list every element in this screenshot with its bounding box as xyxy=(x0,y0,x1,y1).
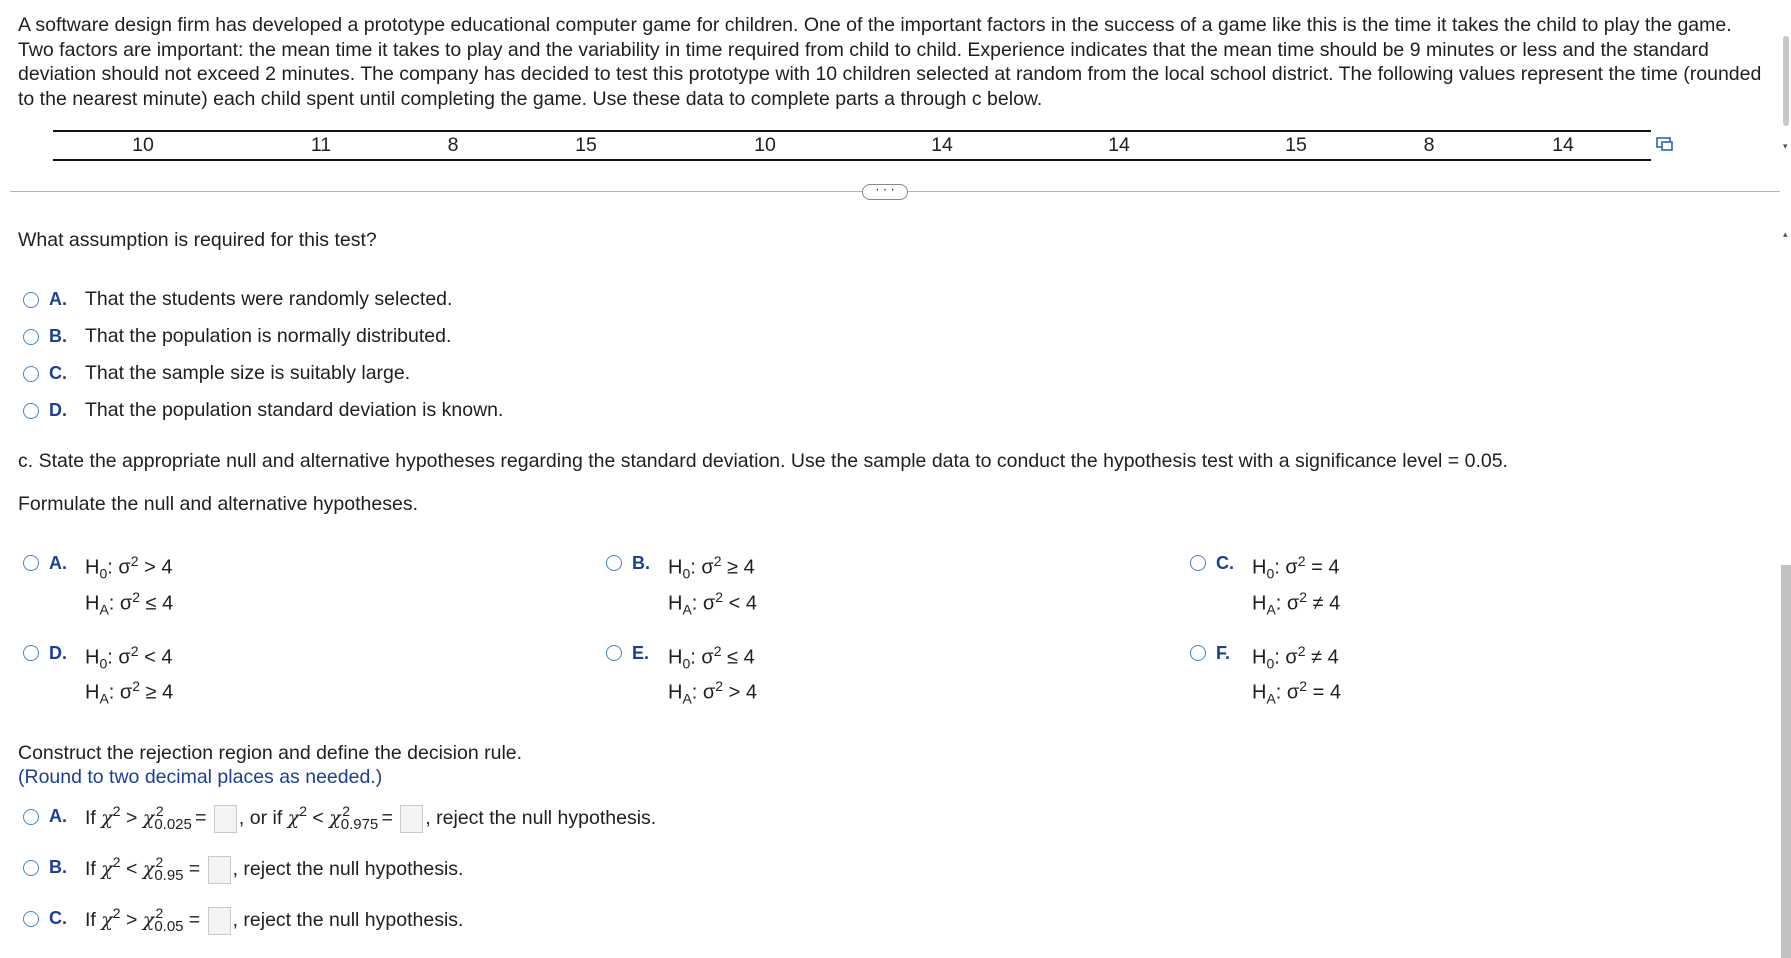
scrollbar-thumb-top[interactable] xyxy=(1783,36,1789,126)
radio-button[interactable] xyxy=(23,860,39,876)
data-cell: 10 xyxy=(132,134,154,156)
option-letter: B. xyxy=(632,553,650,573)
scroll-up-arrow-icon[interactable]: ▴ xyxy=(1783,229,1788,239)
option-letter: D. xyxy=(49,643,67,663)
null-hypothesis: $H_0$: $\sigma^2 \le 4$ xyxy=(668,643,755,672)
null-hypothesis: $H_0$: $\sigma^2 > 4$ xyxy=(85,553,173,582)
data-cell: 14 xyxy=(1552,134,1574,156)
formulate-prompt: Formulate the null and alternative hypotheses. xyxy=(18,493,418,515)
data-cell: 15 xyxy=(575,134,597,156)
option-letter: A. xyxy=(49,553,67,573)
option-letter: D. xyxy=(49,400,67,420)
scrollbar-thumb-bottom[interactable] xyxy=(1781,565,1791,958)
data-cell: 8 xyxy=(447,134,459,156)
radio-button[interactable] xyxy=(23,403,39,419)
radio-button[interactable] xyxy=(606,555,622,571)
alternative-hypothesis: $H_A$: $\sigma^2 < 4$ xyxy=(668,589,757,618)
radio-button[interactable] xyxy=(23,911,39,927)
option-letter: F. xyxy=(1216,643,1231,663)
assumption-question: What assumption is required for this test? xyxy=(18,229,377,251)
option-text: That the population standard deviation is known. xyxy=(85,399,504,421)
critical-value-input[interactable] xyxy=(208,907,231,935)
option-text: That the population is normally distributed. xyxy=(85,325,452,347)
radio-button[interactable] xyxy=(23,809,39,825)
radio-button[interactable] xyxy=(1190,555,1206,571)
radio-button[interactable] xyxy=(23,329,39,345)
decision-rule: If $\chi^2 > \chi_{0.025}^2$ = , or if $\chi^2 < \chi_{0.975}^2$ = , reject the null hypothesis. xyxy=(85,803,657,834)
option-text: That the sample size is suitably large. xyxy=(85,362,411,384)
decision-rule: If $\chi^2 > \chi_{0.05}^2$ = , reject the null hypothesis. xyxy=(85,905,464,936)
option-letter: E. xyxy=(632,643,650,663)
data-cell: 8 xyxy=(1423,134,1435,156)
option-letter: C. xyxy=(1216,553,1234,573)
alternative-hypothesis: $H_A$: $\sigma^2 \ge 4$ xyxy=(85,678,174,707)
null-hypothesis: $H_0$: $\sigma^2 \ge 4$ xyxy=(668,553,755,582)
radio-button[interactable] xyxy=(23,292,39,308)
option-letter: A. xyxy=(49,806,67,826)
alternative-hypothesis: $H_A$: $\sigma^2 \ne 4$ xyxy=(1252,589,1341,618)
critical-value-upper-input[interactable] xyxy=(400,805,423,833)
radio-button[interactable] xyxy=(23,366,39,382)
more-dots-button[interactable]: · · · xyxy=(862,184,908,200)
option-letter: C. xyxy=(49,908,67,928)
part-c-prompt: c. State the appropriate null and alternative hypotheses regarding the standard deviation. Use the sample data to conduct the hypothesis test with a significance level = 0.05. xyxy=(18,450,1508,472)
radio-button[interactable] xyxy=(23,555,39,571)
null-hypothesis: $H_0$: $\sigma^2 < 4$ xyxy=(85,643,173,672)
data-cell: 15 xyxy=(1285,134,1307,156)
null-hypothesis: $H_0$: $\sigma^2 \ne 4$ xyxy=(1252,643,1339,672)
data-cell: 14 xyxy=(931,134,953,156)
data-table xyxy=(53,130,1651,161)
critical-value-lower-input[interactable] xyxy=(214,805,237,833)
data-cell: 14 xyxy=(1108,134,1130,156)
option-letter: B. xyxy=(49,326,67,346)
radio-button[interactable] xyxy=(23,645,39,661)
alternative-hypothesis: $H_A$: $\sigma^2 = 4$ xyxy=(1252,678,1341,707)
decision-rule: If $\chi^2 < \chi_{0.95}^2$ = , reject the null hypothesis. xyxy=(85,854,464,885)
null-hypothesis: $H_0$: $\sigma^2 = 4$ xyxy=(1252,553,1340,582)
radio-button[interactable] xyxy=(1190,645,1206,661)
rounding-hint: (Round to two decimal places as needed.) xyxy=(18,766,383,788)
critical-value-input[interactable] xyxy=(208,856,231,884)
rejection-prompt: Construct the rejection region and define the decision rule. xyxy=(18,742,523,764)
option-letter: B. xyxy=(49,857,67,877)
scroll-down-arrow-icon[interactable]: ▾ xyxy=(1783,141,1788,151)
problem-statement: A software design firm has developed a prototype educational computer game for children. One of the important factors in the success of a game like this is the time it takes the child to play the game. Two factors are important: the mean time it takes to play and the variability in time required from child to child. Experience indicates that the mean time should be 9 minutes or less and the standard deviation should not exceed 2 minutes. The company has decided to test this prototype with 10 children selected at random from the local school district. The following values represent the time (rounded to the nearest minute) each child spent until completing the game. Use these data to complete parts a through c below. xyxy=(18,14,1762,110)
data-cell: 10 xyxy=(754,134,776,156)
copy-data-icon[interactable] xyxy=(1656,136,1674,152)
data-cell: 11 xyxy=(310,134,332,156)
alternative-hypothesis: $H_A$: $\sigma^2 \le 4$ xyxy=(85,589,174,618)
radio-button[interactable] xyxy=(606,645,622,661)
alternative-hypothesis: $H_A$: $\sigma^2 > 4$ xyxy=(668,678,757,707)
option-letter: A. xyxy=(49,289,67,309)
option-text: That the students were randomly selected. xyxy=(85,288,453,310)
option-letter: C. xyxy=(49,363,67,383)
